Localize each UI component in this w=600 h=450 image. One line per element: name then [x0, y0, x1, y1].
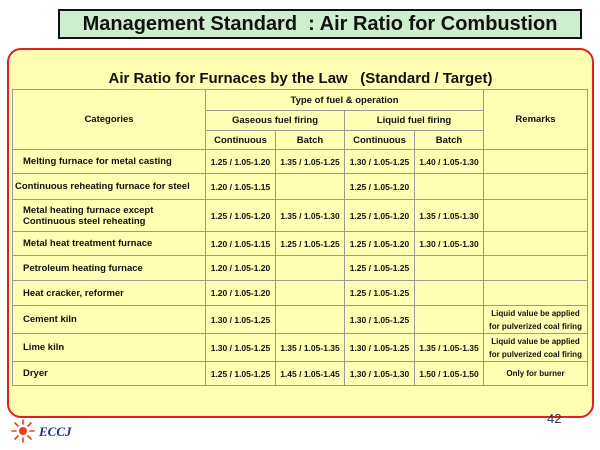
remarks-cell	[484, 334, 588, 362]
value-cell-l-cont: 1.25 / 1.05-1.20	[345, 232, 415, 256]
value-cell-g-cont: 1.25 / 1.05-1.20	[206, 200, 276, 232]
category-label: Lime kiln	[23, 342, 65, 353]
value-cell-g-batch: 1.35 / 1.05-1.30	[276, 200, 345, 232]
value-cell-l-batch	[415, 281, 484, 306]
logo-text: ECCJ	[39, 424, 72, 439]
remarks-cell	[484, 306, 588, 334]
value-cell-g-cont: 1.20 / 1.05-1.20	[206, 256, 276, 281]
remark-line: Liquid value be applied	[491, 308, 580, 318]
value-cell-l-cont: 1.30 / 1.05-1.25	[345, 334, 415, 362]
category-label: Metal heating furnace except	[23, 204, 154, 216]
header-remarks: Remarks	[484, 90, 588, 150]
category-label: Petroleum heating furnace	[23, 262, 143, 274]
category-label: Heat cracker, reformer	[23, 287, 124, 299]
table-row	[13, 281, 588, 306]
category-cell	[13, 281, 206, 306]
remarks-cell	[484, 232, 588, 256]
category-label: Continuous steel reheating	[23, 215, 146, 227]
slide-title-text: Management Standard : Air Ratio for Combustion	[82, 12, 558, 35]
value-cell-g-cont: 1.20 / 1.05-1.15	[206, 232, 276, 256]
value-cell-l-cont: 1.25 / 1.05-1.20	[345, 174, 415, 200]
category-cell	[13, 306, 206, 334]
category-label: Continuous reheating furnace for steel	[15, 181, 190, 192]
value-cell-l-cont: 1.25 / 1.05-1.20	[345, 200, 415, 232]
table-row	[13, 150, 588, 174]
value-cell-g-batch: 1.45 / 1.05-1.45	[276, 362, 345, 386]
category-label: Metal heat treatment furnace	[23, 238, 153, 249]
remarks-cell	[484, 174, 588, 200]
value-cell-g-cont: 1.25 / 1.05-1.20	[206, 150, 276, 174]
remarks-cell	[484, 256, 588, 281]
value-cell-g-batch: 1.35 / 1.05-1.35	[276, 334, 345, 362]
category-cell	[13, 334, 206, 362]
value-cell-g-batch: 1.35 / 1.05-1.25	[276, 150, 345, 174]
table-row	[13, 306, 588, 334]
value-cell-l-batch	[415, 174, 484, 200]
value-cell-g-batch	[276, 306, 345, 334]
page-number: 42	[547, 411, 562, 426]
category-cell	[13, 174, 206, 200]
header-liquid-continuous: Continuous	[345, 131, 415, 150]
value-cell-l-cont: 1.30 / 1.05-1.25	[345, 150, 415, 174]
value-cell-l-cont: 1.25 / 1.05-1.25	[345, 281, 415, 306]
value-cell-l-cont: 1.30 / 1.05-1.30	[345, 362, 415, 386]
remark-line: Liquid value be applied	[491, 336, 580, 346]
value-cell-l-batch	[415, 306, 484, 334]
slide-title	[58, 9, 582, 39]
remarks-cell	[484, 200, 588, 232]
remark-line: for pulverized coal firing	[489, 321, 582, 331]
table-row	[13, 174, 588, 200]
value-cell-g-batch	[276, 281, 345, 306]
table-row	[13, 334, 588, 362]
remarks-cell	[484, 281, 588, 306]
value-cell-g-batch	[276, 256, 345, 281]
value-cell-l-batch: 1.35 / 1.05-1.35	[415, 334, 484, 362]
header-categories: Categories	[13, 90, 206, 150]
category-cell	[13, 362, 206, 386]
category-cell	[13, 150, 206, 174]
category-label: Melting furnace for metal casting	[23, 156, 172, 167]
value-cell-g-batch	[276, 174, 345, 200]
value-cell-g-cont: 1.30 / 1.05-1.25	[206, 334, 276, 362]
value-cell-l-batch: 1.35 / 1.05-1.30	[415, 200, 484, 232]
value-cell-g-cont: 1.25 / 1.05-1.25	[206, 362, 276, 386]
header-gaseous-continuous: Continuous	[206, 131, 276, 150]
category-label: Dryer	[23, 368, 48, 379]
remark-line: for pulverized coal firing	[489, 349, 582, 359]
remark-line: Only for burner	[506, 369, 565, 378]
table-row	[13, 200, 588, 232]
eccj-logo	[10, 418, 80, 444]
category-cell	[13, 256, 206, 281]
value-cell-g-cont: 1.20 / 1.05-1.20	[206, 281, 276, 306]
table-row	[13, 232, 588, 256]
value-cell-g-cont: 1.30 / 1.05-1.25	[206, 306, 276, 334]
sun-logo-icon	[10, 418, 38, 444]
value-cell-g-cont: 1.20 / 1.05-1.15	[206, 174, 276, 200]
value-cell-l-batch: 1.40 / 1.05-1.30	[415, 150, 484, 174]
table-row	[13, 256, 588, 281]
value-cell-l-batch: 1.30 / 1.05-1.30	[415, 232, 484, 256]
category-label: Cement kiln	[23, 314, 77, 325]
header-liquid-batch: Batch	[415, 131, 484, 150]
table-row	[13, 362, 588, 386]
category-cell	[13, 200, 206, 232]
header-gaseous-batch: Batch	[276, 131, 345, 150]
header-gaseous: Gaseous fuel firing	[206, 111, 345, 131]
header-type-of-fuel: Type of fuel & operation	[206, 90, 484, 111]
air-ratio-table	[12, 89, 588, 386]
value-cell-l-batch: 1.50 / 1.05-1.50	[415, 362, 484, 386]
value-cell-g-batch: 1.25 / 1.05-1.25	[276, 232, 345, 256]
remarks-cell	[484, 150, 588, 174]
table-title: Air Ratio for Furnaces by the Law (Standard / Target)	[108, 70, 493, 87]
value-cell-l-cont: 1.25 / 1.05-1.25	[345, 256, 415, 281]
header-liquid: Liquid fuel firing	[345, 111, 484, 131]
remarks-cell	[484, 362, 588, 386]
value-cell-l-cont: 1.30 / 1.05-1.25	[345, 306, 415, 334]
category-cell	[13, 232, 206, 256]
value-cell-l-batch	[415, 256, 484, 281]
